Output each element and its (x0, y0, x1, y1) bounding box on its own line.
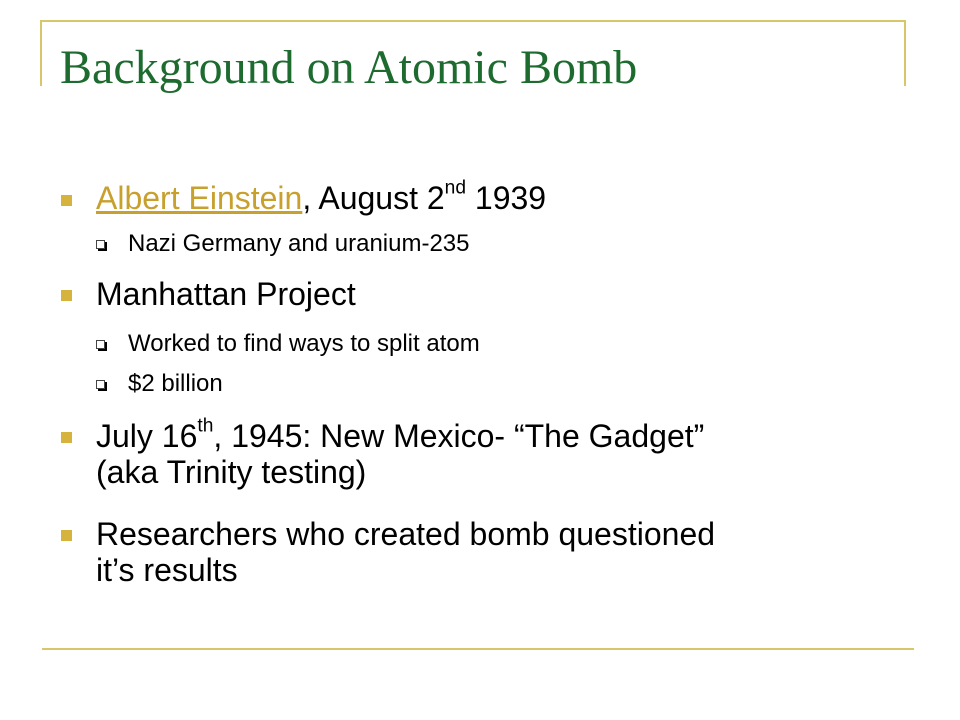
bullet-rest-text: , 1945: New Mexico- “The Gadget” (213, 418, 705, 454)
hollow-box-bullet-icon (96, 340, 105, 349)
top-border-line (40, 20, 906, 22)
bullet-einstein (96, 177, 547, 216)
einstein-year-text: 1939 (466, 180, 547, 216)
bullet-date-sup: th (197, 415, 214, 437)
square-bullet-icon (61, 530, 72, 541)
bullet-date-text: July 16 (96, 418, 198, 454)
sub-bullet-text: Worked to find ways to split atom (128, 330, 480, 357)
bullet-einstein-text (96, 177, 547, 216)
sub-bullet-text: $2 billion (128, 370, 223, 397)
bottom-border-line (42, 648, 914, 650)
sub-bullet-cost (128, 369, 223, 399)
einstein-link[interactable]: Albert Einstein (96, 180, 303, 216)
sub-bullet-split-atom (128, 329, 480, 359)
square-bullet-icon (61, 432, 72, 443)
einstein-date-text: , August 2 (302, 180, 445, 216)
bullet-line-1 (96, 415, 705, 454)
square-bullet-icon (61, 290, 72, 301)
hollow-box-bullet-icon (96, 240, 105, 249)
bullet-trinity-test (96, 415, 705, 490)
hollow-box-bullet-icon (96, 380, 105, 389)
sub-bullet-text: Nazi Germany and uranium-235 (128, 230, 470, 257)
sub-bullet-nazi-germany (128, 229, 470, 259)
square-bullet-icon (61, 195, 72, 206)
bullet-researchers (96, 516, 715, 588)
bullet-line-1: Researchers who created bomb questioned (96, 516, 716, 552)
slide-title: Background on Atomic Bomb (60, 41, 638, 94)
bullet-text: Manhattan Project (96, 276, 356, 312)
bullet-manhattan-project (96, 276, 356, 312)
einstein-date-sup: nd (444, 177, 466, 199)
bullet-line-2: (aka Trinity testing) (96, 454, 367, 490)
right-border-line (904, 20, 906, 86)
left-border-line (40, 20, 42, 86)
bullet-line-2: it’s results (96, 552, 238, 588)
